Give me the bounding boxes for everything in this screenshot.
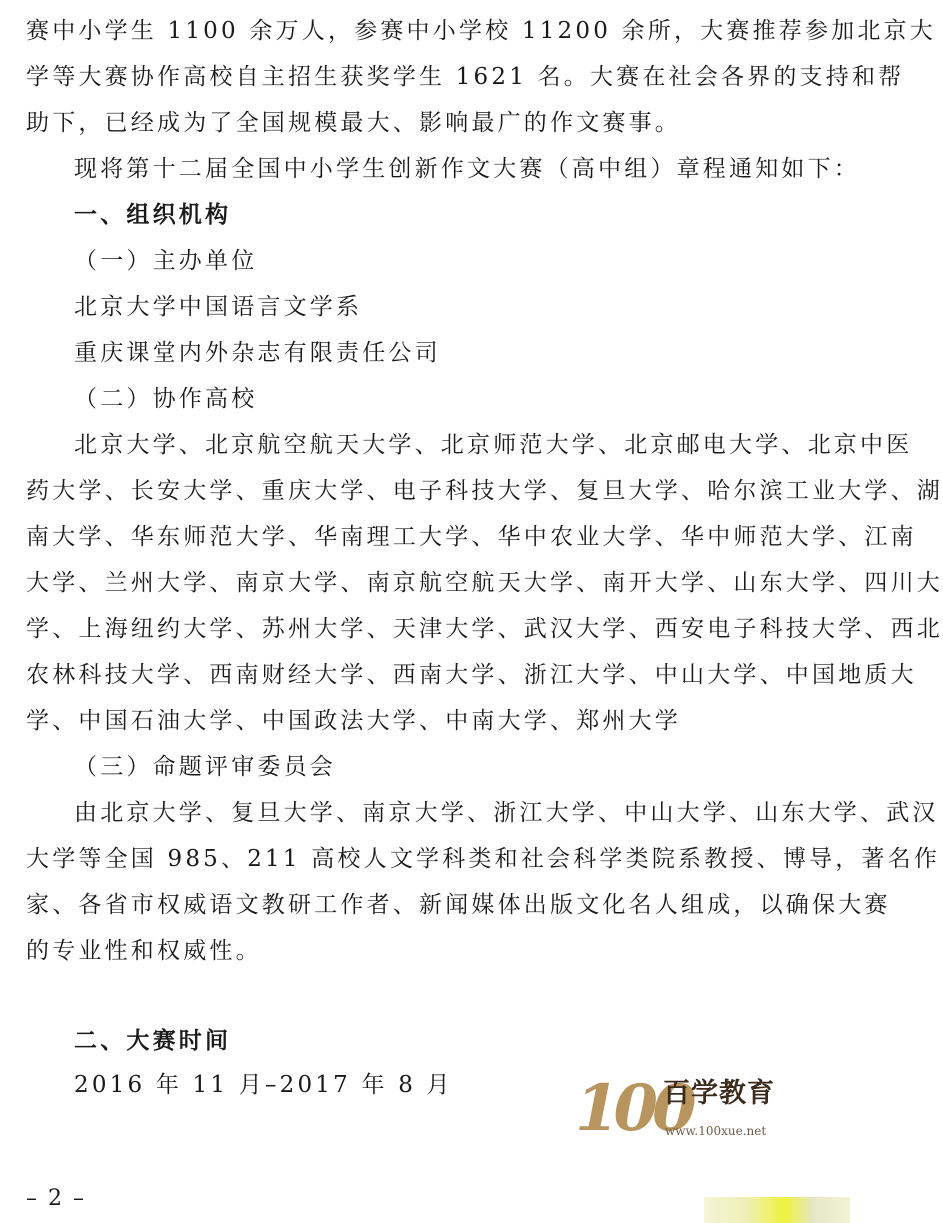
paragraph-line: 由北京大学、复旦大学、南京大学、浙江大学、中山大学、山东大学、武汉 xyxy=(74,800,939,826)
paragraph-line: 大学等全国 985、211 高校人文学科类和社会科学类院系教授、博导，著名作 xyxy=(26,846,941,872)
corner-highlight-bar xyxy=(704,1197,850,1223)
subheading-committee: （三）命题评审委员会 xyxy=(74,754,336,780)
paragraph-line: 家、各省市权威语文教研工作者、新闻媒体出版文化名人组成，以确保大赛 xyxy=(26,892,891,918)
subheading-partner-universities: （二）协作高校 xyxy=(74,386,258,412)
paragraph-line: 助下，已经成为了全国规模最大、影响最广的作文赛事。 xyxy=(26,110,681,136)
paragraph-line: 学等大赛协作高校自主招生获奖学生 1621 名。大赛在社会各界的支持和帮 xyxy=(26,64,905,90)
watermark-logo xyxy=(575,1072,775,1152)
paragraph-line: 大学、兰州大学、南京大学、南京航空航天大学、南开大学、山东大学、四川大 xyxy=(26,570,943,596)
paragraph-line: 南大学、华东师范大学、华南理工大学、华中农业大学、华中师范大学、江南 xyxy=(26,524,917,550)
paragraph-line: 农林科技大学、西南财经大学、西南大学、浙江大学、中山大学、中国地质大 xyxy=(26,662,917,688)
watermark-url: www.100xue.net xyxy=(665,1124,767,1138)
subheading-host: （一）主办单位 xyxy=(74,248,258,274)
watermark-name: 百学教育 xyxy=(663,1078,775,1109)
paragraph-line: 现将第十二届全国中小学生创新作文大赛（高中组）章程通知如下： xyxy=(74,156,860,182)
paragraph-line: 学、上海纽约大学、苏州大学、天津大学、武汉大学、西安电子科技大学、西北 xyxy=(26,616,943,642)
paragraph-line: 赛中小学生 1100 余万人，参赛中小学校 11200 余所，大赛推荐参加北京大 xyxy=(26,18,936,44)
host-name: 北京大学中国语言文学系 xyxy=(74,294,363,320)
section-heading-organization: 一、组织机构 xyxy=(74,201,232,228)
watermark-number: 100 xyxy=(575,1071,691,1146)
host-name: 重庆课堂内外杂志有限责任公司 xyxy=(74,340,441,366)
paragraph-line: 北京大学、北京航空航天大学、北京师范大学、北京邮电大学、北京中医 xyxy=(74,432,913,458)
section-heading-time: 二、大赛时间 xyxy=(74,1027,232,1054)
paragraph-line: 药大学、长安大学、重庆大学、电子科技大学、复旦大学、哈尔滨工业大学、湖 xyxy=(26,478,943,504)
paragraph-line: 的专业性和权威性。 xyxy=(26,938,262,964)
page-number: – 2 – xyxy=(26,1186,86,1211)
contest-period: 2016 年 11 月–2017 年 8 月 xyxy=(74,1072,453,1098)
paragraph-line: 学、中国石油大学、中国政法大学、中南大学、郑州大学 xyxy=(26,708,681,734)
